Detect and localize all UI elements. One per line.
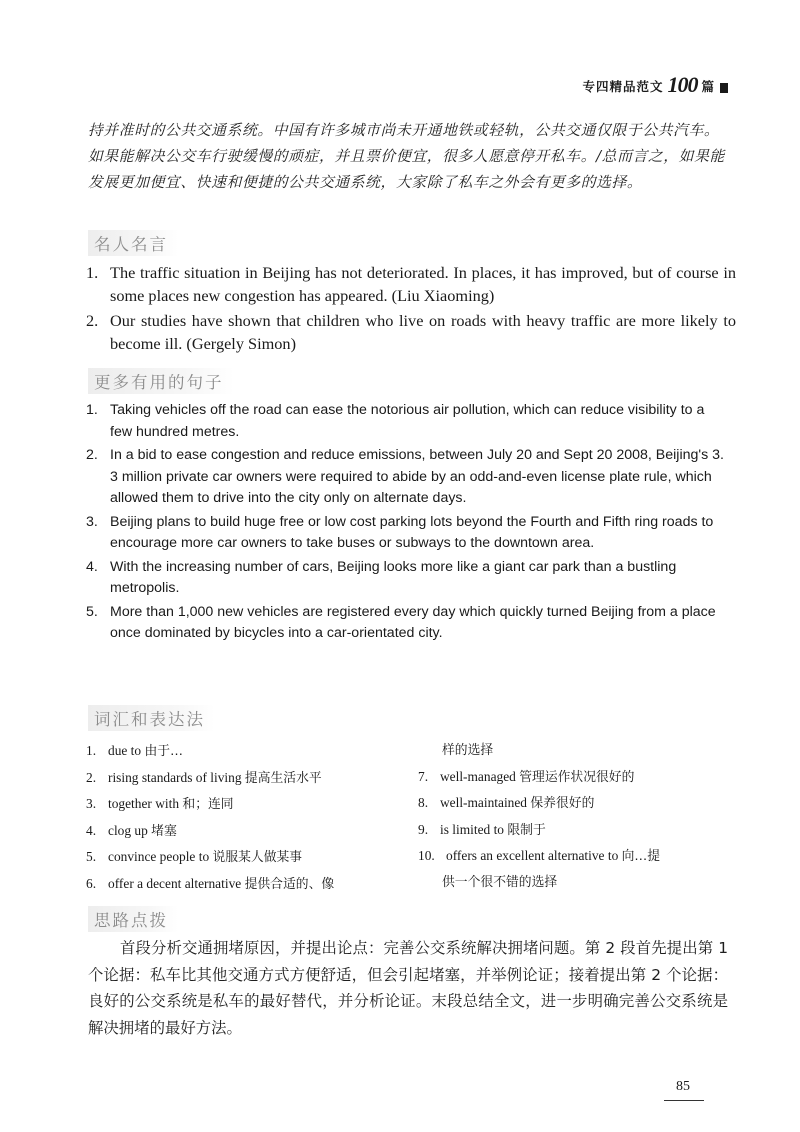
vocab-chinese-continuation: 样的选择 <box>442 743 494 758</box>
vocab-number: 4. <box>86 822 97 838</box>
quote-text: Our studies have shown that children who live on roads with heavy traffic are more likely to become ill. (Gergely Simon) <box>110 311 736 353</box>
vocab-chinese: 和；连同 <box>182 797 234 812</box>
vocabulary-heading: 词汇和表达法 <box>88 705 215 731</box>
sentence-item <box>86 400 728 443</box>
sentences-list <box>86 400 728 647</box>
sentence-item <box>86 602 728 645</box>
vocab-chinese: 说服某人做某事 <box>212 850 303 865</box>
vocab-item <box>418 764 738 791</box>
vocab-english: well-managed <box>440 768 516 784</box>
quote-item <box>86 310 736 355</box>
vocab-english: is limited to <box>440 821 504 837</box>
vocab-number: 3. <box>86 796 97 811</box>
vocab-english: convince people to <box>108 849 210 864</box>
vocab-chinese: 堵塞 <box>151 823 177 839</box>
series-number: 100 <box>667 72 698 97</box>
sentences-heading: 更多有用的句子 <box>88 368 234 394</box>
book-icon <box>720 83 728 93</box>
sentence-text: Beijing plans to build huge free or low cost parking lots beyond the Fourth and Fifth ring roads to encourage more car owners to take buses or subways to the downtown area. <box>110 513 714 551</box>
vocab-number: 1. <box>86 743 97 758</box>
vocab-number: 7. <box>418 768 429 784</box>
vocab-english: offers an excellent alternative to <box>446 848 619 863</box>
quotes-heading: 名人名言 <box>88 230 178 256</box>
quote-number: 1. <box>86 263 99 282</box>
vocab-item <box>86 818 406 845</box>
vocab-chinese: 管理运作状况很好的 <box>519 769 635 785</box>
vocabulary-list-right <box>418 738 738 895</box>
vocab-english: clog up <box>108 822 148 838</box>
vocab-number: 9. <box>418 821 429 837</box>
sentence-item <box>86 512 728 555</box>
page-number: 85 <box>676 1079 690 1094</box>
analysis-heading: 思路点拨 <box>88 906 178 932</box>
quote-number: 2. <box>86 311 99 330</box>
sentence-number: 1. <box>86 402 98 418</box>
vocab-item <box>86 765 406 792</box>
vocab-english: rising standards of living <box>108 769 242 785</box>
series-suffix: 篇 <box>701 79 714 94</box>
vocab-number: 2. <box>86 769 97 785</box>
vocab-continuation <box>418 870 738 896</box>
intro-paragraph: 持并准时的公共交通系统。中国有许多城市尚未开通地铁或轻轨，公共交通仅限于公共汽车。如果能解决公交车行驶缓慢的顽症，并且票价便宜，很多人愿意停开私车。/总而言之，如果能发展更加便宜、快速和便捷的公共交通系统，大家除了私车之外会有更多的选择。 <box>88 122 725 191</box>
vocab-chinese: 由于… <box>144 744 183 759</box>
vocab-item <box>86 871 406 898</box>
vocab-chinese: 限制于 <box>507 822 546 838</box>
sentence-text: Taking vehicles off the road can ease the notorious air pollution, which can reduce visibility to a few hundred metres. <box>110 402 705 440</box>
quotes-list <box>86 262 736 358</box>
vocab-chinese: 提高生活水平 <box>244 770 322 786</box>
running-header <box>582 72 728 97</box>
vocab-continuation <box>418 738 738 764</box>
quote-item <box>86 262 736 307</box>
vocab-item <box>86 791 406 818</box>
vocab-number: 6. <box>86 875 97 891</box>
vocab-item <box>86 738 406 765</box>
sentence-item <box>86 557 728 600</box>
analysis-paragraph: 首段分析交通拥堵原因，并提出论点：完善公交系统解决拥堵问题。第 2 段首先提出第 1 个论据：私车比其他交通方式方便舒适，但会引起堵塞，并举例论证；接着提出第 2 个论据：良好的公交系统是私车的最好替代，并分析论证。末段总结全文，进一步明确完善公交系统是解决拥堵的最好方法。 <box>88 939 728 1037</box>
quote-text: The traffic situation in Beijing has not deteriorated. In places, it has improved, but of course in some places new congestion has appeared. (Liu Xiaoming) <box>110 263 736 305</box>
vocab-number: 5. <box>86 849 97 864</box>
sentence-text: More than 1,000 new vehicles are registered every day which quickly turned Beijing from a place once dominated by bicycles into a car-orientated city. <box>110 603 716 641</box>
vocab-english: offer a decent alternative <box>108 875 242 891</box>
sentence-number: 3. <box>86 513 98 530</box>
sentence-number: 5. <box>86 603 98 620</box>
vocab-chinese: 向…提 <box>621 849 661 864</box>
vocab-item <box>418 843 738 870</box>
sentence-number: 2. <box>86 447 98 463</box>
vocab-english: together with <box>108 796 180 811</box>
vocab-english: due to <box>108 743 142 758</box>
sentence-text: With the increasing number of cars, Beijing looks more like a giant car park than a bustling metropolis. <box>110 558 677 596</box>
vocab-item <box>418 790 738 817</box>
vocab-number: 10. <box>418 848 435 863</box>
sentence-item <box>86 445 728 510</box>
vocab-number: 8. <box>418 795 429 810</box>
vocab-item <box>86 844 406 871</box>
sentence-number: 4. <box>86 558 98 575</box>
vocab-english: well-maintained <box>440 795 528 810</box>
vocab-item <box>418 817 738 844</box>
vocab-chinese: 保养很好的 <box>530 796 595 811</box>
series-label: 专四精品范文 <box>582 79 664 94</box>
vocabulary-list-left <box>86 738 406 897</box>
page-number-rule <box>664 1100 704 1101</box>
sentence-text: In a bid to ease congestion and reduce emissions, between July 20 and Sept 20 2008, Beijing's 3. 3 million private car owners were required to abide by an odd-and-even license plate rule, which allowed them to drive into the city only on alternate days. <box>110 447 724 506</box>
vocab-chinese-continuation: 供一个很不错的选择 <box>442 874 558 890</box>
vocab-chinese: 提供合适的、像 <box>244 876 335 892</box>
